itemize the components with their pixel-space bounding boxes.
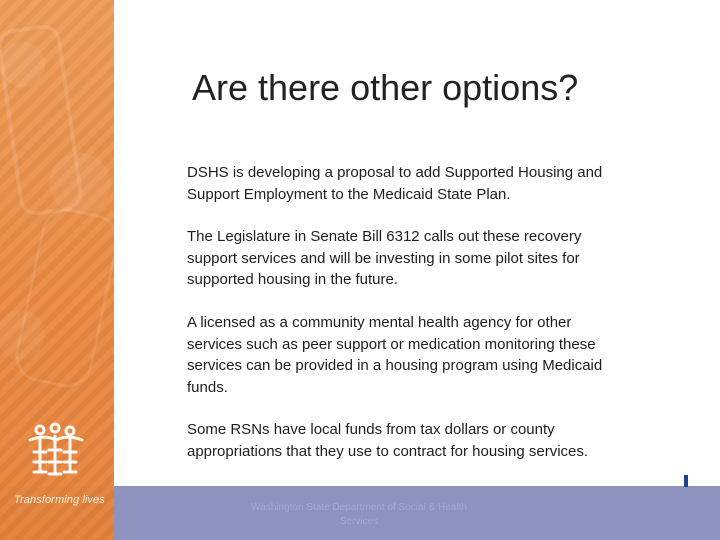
paragraph-3: A licensed as a community mental health agency for other services such as peer support or medication monitoring these services can be provided in a housing program using Medicaid funds. <box>187 313 603 396</box>
accent-marker <box>684 475 688 487</box>
paragraph-4: Some RSNs have local funds from tax dollars or county appropriations that they use to contract for housing services. <box>187 421 589 460</box>
footer-left-tint <box>0 486 114 540</box>
paragraph-2: The Legislature in Senate Bill 6312 calls out these recovery support services and will be investing in some pilot sites for supported housing in the future. <box>187 228 582 289</box>
transforming-lives-tagline: Transforming lives <box>14 494 105 506</box>
family-logo-icon <box>22 418 90 486</box>
paragraph-1: DSHS is developing a proposal to add Supported Housing and Support Employment to the Medicaid State Plan. <box>187 164 603 203</box>
footer-organization: Washington State Department of Social & Health Services <box>251 502 467 527</box>
left-sidebar <box>0 0 114 540</box>
slide-content <box>187 162 617 484</box>
slide-title: Are there other options? <box>192 67 579 108</box>
